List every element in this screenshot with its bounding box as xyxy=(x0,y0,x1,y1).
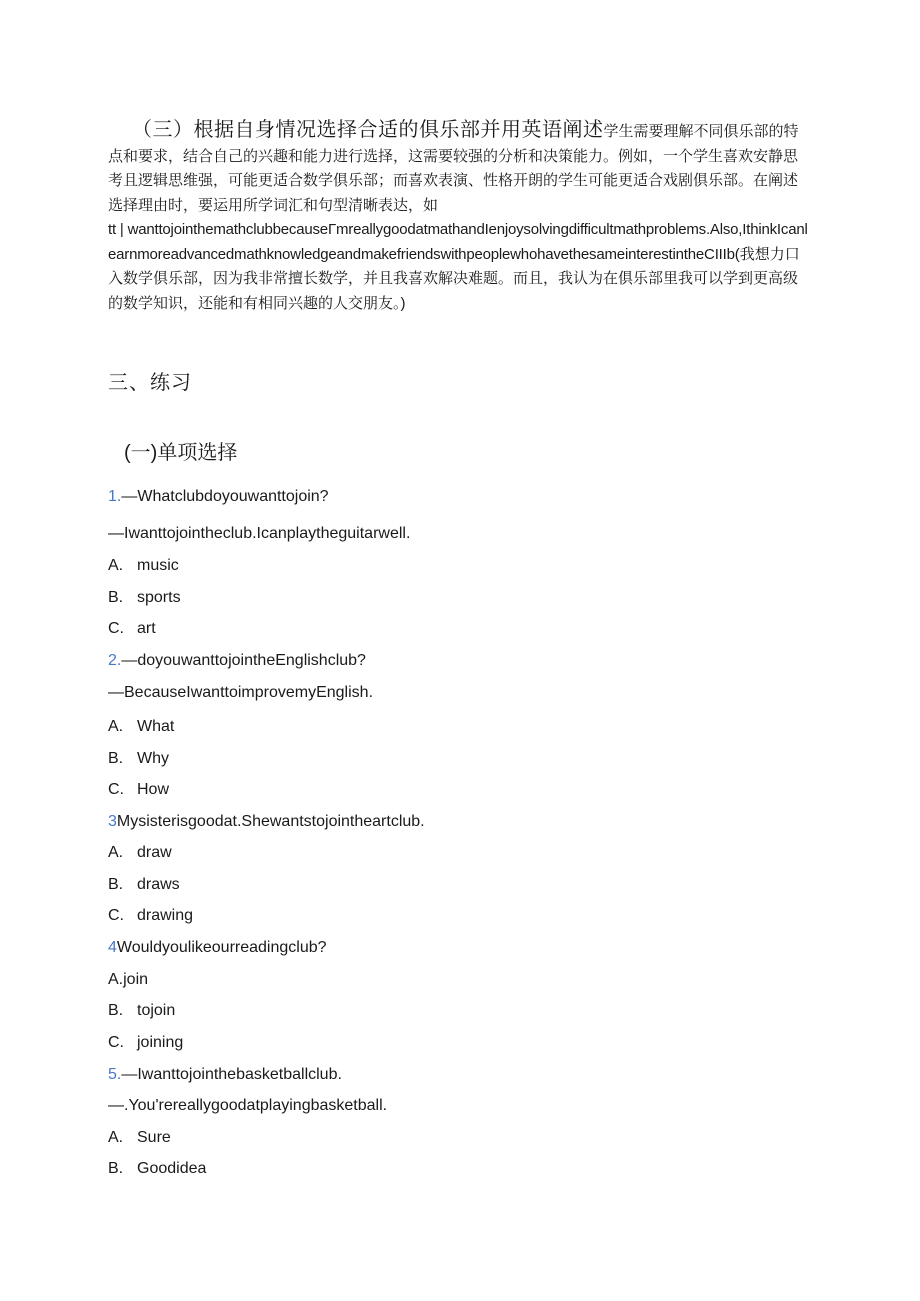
question-number: 2. xyxy=(108,652,122,669)
question-1-option-b xyxy=(108,589,181,607)
option-letter: C. xyxy=(108,781,124,798)
option-letter: B. xyxy=(108,589,124,606)
sub-title: (一)单项选择 xyxy=(124,442,238,464)
option-text: join xyxy=(123,971,149,988)
option-letter: A. xyxy=(108,557,124,574)
question-number: 5. xyxy=(108,1066,122,1083)
question-1-line-2: —Iwanttojointheclub.Icanplaytheguitarwell. xyxy=(108,525,411,542)
option-letter: B. xyxy=(108,750,124,767)
option-text: tojoin xyxy=(137,1002,176,1019)
question-number: 3 xyxy=(108,813,117,830)
question-text: —Whatclubdoyouwanttojoin? xyxy=(121,488,329,505)
question-2-line-2: —BecauseIwanttoimprovemyEnglish. xyxy=(108,684,374,701)
question-1-stem xyxy=(108,488,329,506)
question-text: Wouldyoulikeourreadingclub? xyxy=(116,939,327,956)
question-4-option-a xyxy=(108,971,148,989)
intro-example-translation: (我想力口入数学俱乐部，因为我非常擅长数学，并且我喜欢解决难题。而且，我认为在俱乐部里我可以学到更高级的数学知识，还能和有相同兴趣的人交朋友。) xyxy=(108,245,800,312)
option-letter: B. xyxy=(108,876,124,893)
question-4-option-c xyxy=(108,1034,183,1052)
question-3-option-c xyxy=(108,907,193,925)
question-number: 1. xyxy=(108,488,122,505)
question-3-option-b xyxy=(108,876,180,894)
option-text: Sure xyxy=(137,1129,171,1146)
option-letter: A. xyxy=(108,1129,124,1146)
question-5-option-a xyxy=(108,1129,171,1147)
option-letter: B. xyxy=(108,1002,124,1019)
question-2-option-a xyxy=(108,718,174,736)
question-1-option-c xyxy=(108,620,156,638)
option-letter: A. xyxy=(108,718,124,735)
question-1-option-a xyxy=(108,557,179,575)
question-text: Mysisterisgoodat.Shewantstojointheartclub. xyxy=(116,813,425,830)
question-3-option-a xyxy=(108,844,172,862)
question-5-stem xyxy=(108,1066,342,1084)
question-4-stem xyxy=(108,939,327,957)
question-3-stem xyxy=(108,813,425,831)
intro-heading: （三）根据自身情况选择合适的俱乐部并用英语阐述 xyxy=(132,119,604,141)
option-text: draw xyxy=(137,844,172,861)
intro-body: 学生需要理解不同俱乐部的特点和要求，结合自己的兴趣和能力进行选择，这需要较强的分析和决策能力。例如，一个学生喜欢安静思考且逻辑思维强，可能更适合数学俱乐部；而喜欢表演、性格开朗的学生可能更适合戏剧俱乐部。在阐述选择理由时，要运用所学词汇和句型清晰表达，如 xyxy=(108,123,799,214)
option-text: sports xyxy=(137,589,181,606)
option-text: draws xyxy=(137,876,180,893)
section-title: 三、练习 xyxy=(108,372,192,394)
option-text: What xyxy=(137,718,175,735)
option-text: Goodidea xyxy=(137,1160,207,1177)
option-text: art xyxy=(137,620,156,637)
intro-paragraph xyxy=(108,118,808,316)
question-text: —doyouwanttojointheEnglishclub? xyxy=(121,652,366,669)
intro-example-english: tt | wanttojointhemathclubbecauseΓmreallygoodatmathandIenjoysolvingdifficultmathproblems.Also,IthinkIcanlearnmoreadvancedmathknowledgeandmakefriendswithpeoplewhohavethesameinterestintheCIIIb xyxy=(108,221,808,263)
option-text: drawing xyxy=(137,907,194,924)
option-letter: C. xyxy=(108,620,124,637)
question-text: —Iwanttojointhebasketballclub. xyxy=(121,1066,342,1083)
option-letter: C. xyxy=(108,907,124,924)
option-text: music xyxy=(137,557,179,574)
option-letter: C. xyxy=(108,1034,124,1051)
question-4-option-b xyxy=(108,1002,175,1020)
option-letter: A. xyxy=(108,844,124,861)
option-letter: A. xyxy=(108,971,124,988)
option-text: How xyxy=(137,781,170,798)
question-2-option-b xyxy=(108,750,169,768)
option-text: joining xyxy=(137,1034,184,1051)
option-letter: B. xyxy=(108,1160,124,1177)
question-number: 4 xyxy=(108,939,117,956)
question-2-option-c xyxy=(108,781,169,799)
question-5-line-2: —.You'rereallygoodatplayingbasketball. xyxy=(108,1097,388,1114)
question-5-option-b xyxy=(108,1160,206,1178)
option-text: Why xyxy=(137,750,169,767)
question-2-stem xyxy=(108,652,366,670)
